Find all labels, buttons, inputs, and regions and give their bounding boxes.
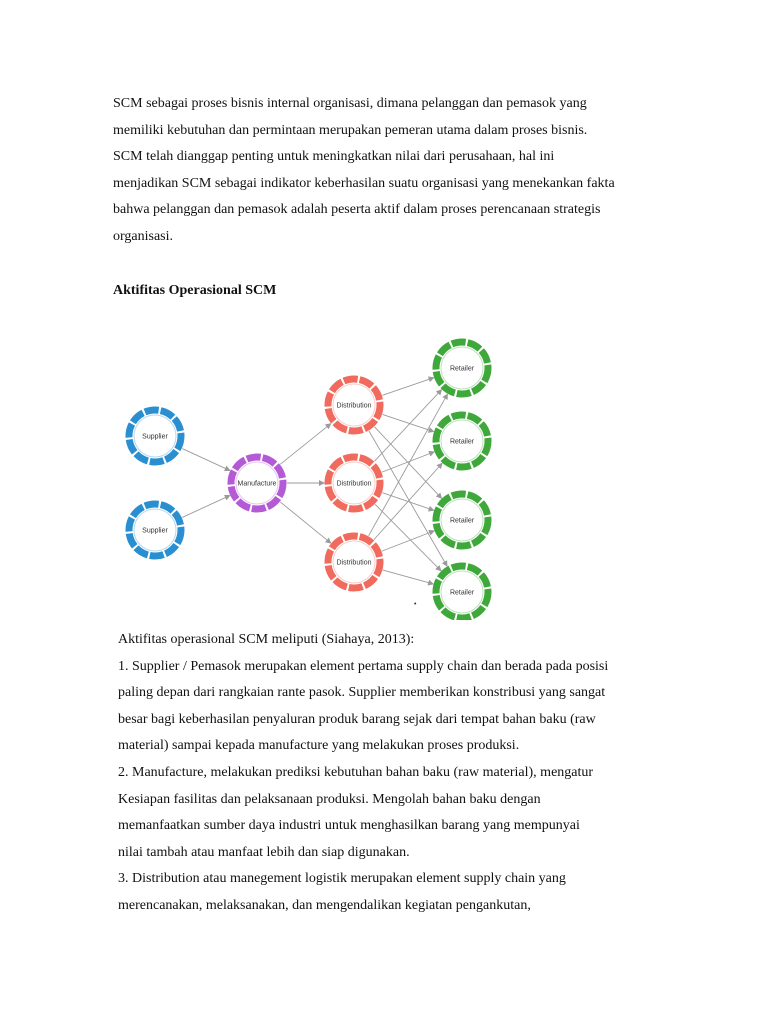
list-item-line: 2. Manufacture, melakukan prediksi kebutuhan bahan baku (raw material), mengatur: [118, 764, 594, 780]
supplier-2-label: Supplier: [142, 527, 168, 535]
list-item-line: nilai tambah atau manfaat lebih dan siap digunakan.: [118, 844, 410, 860]
section-heading: Aktifitas Operasional SCM: [113, 283, 277, 298]
retailer-2-label: Retailer: [449, 438, 475, 446]
list-item-line: 3. Distribution atau manegement logistik merupakan element supply chain yang: [118, 871, 566, 887]
intro-line: SCM sebagai proses bisnis internal organisasi, dimana pelanggan dan pemasok yang: [113, 96, 587, 111]
nodes-layer: [129, 342, 488, 618]
node-retailer-3: [436, 494, 488, 546]
distribution-2-label: Distribution: [336, 480, 372, 488]
list-item-line: Kesiapan fasilitas dan pelaksanaan produksi. Mengolah bahan baku dengan: [118, 791, 541, 807]
arrow-distribution_2-to-retailer_1: [375, 390, 442, 461]
intro-line: menjadikan SCM sebagai indikator keberhasilan suatu organisasi yang menekankan fakta: [113, 175, 615, 191]
intro-line: memiliki kebutuhan dan permintaan merupakan pemeran utama dalam proses bisnis.: [113, 122, 588, 138]
distribution-3-label: Distribution: [336, 559, 372, 567]
distribution-1-label: Distribution: [336, 402, 372, 410]
intro-line: SCM telah dianggap penting untuk meningkatkan nilai dari perusahaan, hal ini: [113, 149, 555, 165]
arrow-distribution_3-to-retailer_2: [374, 463, 442, 539]
retailer-4-label: Retailer: [449, 589, 475, 597]
arrows-layer: [182, 378, 447, 584]
list-item-line: memanfaatkan sumber daya industri untuk menghasilkan barang yang mempunyai: [118, 818, 580, 834]
node-distribution-3: [328, 536, 380, 588]
supplier-1-label: Supplier: [142, 433, 168, 441]
arrow-supplier_2-to-manufacture: [182, 496, 230, 518]
arrow-distribution_1-to-retailer_3: [375, 427, 442, 498]
list-item-line: material) sampai kepada manufacture yang melakukan proses produksi.: [118, 738, 520, 754]
activities-list: [118, 627, 658, 920]
arrow-distribution_3-to-retailer_4: [383, 570, 433, 584]
list-item-line: 1. Supplier / Pemasok merupakan element pertama supply chain dan berada pada posisi: [118, 658, 609, 674]
list-intro: Aktifitas operasional SCM meliputi (Siahaya, 2013):: [118, 632, 415, 647]
retailer-3-label: Retailer: [449, 517, 475, 525]
node-retailer-2: [436, 415, 488, 467]
arrow-supplier_1-to-manufacture: [182, 449, 230, 471]
arrow-manufacture-to-distribution_1: [280, 424, 330, 464]
node-distribution-1: [328, 379, 380, 431]
list-item-line: paling depan dari rangkaian rante pasok. Supplier memberikan konstribusi yang sangat: [118, 685, 606, 701]
stray-dot: •: [414, 601, 417, 608]
arrow-distribution_1-to-retailer_1: [382, 378, 433, 396]
arrow-distribution_2-to-retailer_2: [382, 452, 434, 472]
scm-flow-svg: [110, 330, 520, 620]
intro-paragraph: [113, 91, 655, 251]
node-distribution-2: [328, 457, 380, 509]
list-item-line: merencanakan, melaksanakan, dan mengendalikan kegiatan pengankutan,: [118, 897, 531, 913]
intro-line: organisasi.: [113, 228, 174, 244]
arrow-distribution_3-to-retailer_3: [382, 531, 434, 551]
node-supplier-2: [129, 504, 181, 556]
arrow-manufacture-to-distribution_3: [280, 502, 330, 543]
arrow-distribution_1-to-retailer_2: [382, 414, 433, 431]
node-manufacture: [231, 457, 283, 509]
node-retailer-4: [436, 566, 488, 618]
node-retailer-1: [436, 342, 488, 394]
manufacture-label: Manufacture: [237, 480, 277, 488]
list-item-line: besar bagi keberhasilan penyaluran produk barang sejak dari tempat bahan baku (raw: [118, 711, 596, 727]
scm-flow-diagram: [110, 330, 520, 620]
intro-line: bahwa pelanggan dan pemasok adalah peserta aktif dalam proses perencanaan strategis: [113, 202, 601, 218]
node-supplier-1: [129, 410, 181, 462]
retailer-1-label: Retailer: [449, 365, 475, 373]
